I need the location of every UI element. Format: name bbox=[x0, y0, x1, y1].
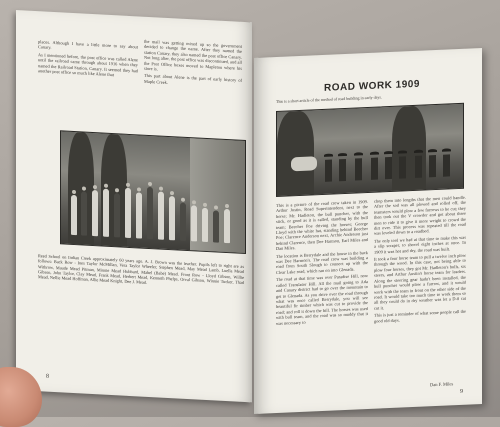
crew-member bbox=[429, 155, 436, 177]
tree bbox=[277, 110, 314, 196]
paragraph: the mail was getting mixed up so the government decided to change the name. After they named the station Canary, they also named the post office Canary. Not long after, the post office was discontinued, and all the Post Office boxes moved to Mapleton where his store is. bbox=[144, 38, 242, 72]
paragraph: This part about Alene is the part of early history of Maple Creek. bbox=[144, 73, 242, 85]
crew-member bbox=[443, 155, 450, 177]
crew-member bbox=[325, 160, 332, 182]
open-booklet bbox=[6, 10, 494, 406]
left-page-column-right bbox=[144, 39, 242, 91]
pupil bbox=[191, 205, 197, 241]
pupil bbox=[92, 190, 98, 236]
paragraph: This is a picture of the road crew taken in 1909. Arthur Justin, Road Superintendent, next to the horse; Mr. Hadleton, the bull puncher, with the stick, or good as it is called, standing by the bull team; Beecher Poe driving the horses; George Lloyd with the white hat, standing behind Beecher Poe; Clarence Anderson next, Archie Anderson just behind Clarence, then Dee Harmon, Earl Miles and Dan Miles. bbox=[276, 198, 368, 252]
pupil bbox=[71, 195, 77, 235]
pupil bbox=[202, 208, 208, 242]
pupil bbox=[224, 209, 230, 243]
article-subtitle: This is a short article of the method of road building in early days. bbox=[276, 94, 382, 104]
pupil bbox=[125, 188, 131, 238]
pupil bbox=[103, 189, 109, 237]
crew-member bbox=[355, 158, 362, 180]
pupil bbox=[158, 191, 164, 239]
crew-member bbox=[339, 159, 346, 181]
paragraph: The only tool we had at that time to make this was a slip scraper, to shovel eight inches at once. In 1909 it was hot and dry, the road was built. bbox=[374, 234, 466, 255]
pupil bbox=[147, 187, 153, 239]
author-signature: Dan F. Miles bbox=[430, 381, 454, 388]
left-page-column-left bbox=[38, 39, 138, 81]
pupil bbox=[81, 191, 87, 235]
left-page bbox=[16, 10, 252, 402]
school-class-photo bbox=[60, 130, 246, 254]
crew-member bbox=[385, 157, 392, 179]
pupil bbox=[169, 196, 175, 240]
crew-member bbox=[399, 157, 406, 179]
right-page bbox=[254, 48, 482, 414]
tree bbox=[392, 105, 425, 190]
article-title: ROAD WORK 1909 bbox=[324, 78, 420, 94]
crew-member bbox=[371, 158, 378, 180]
pupil bbox=[180, 203, 186, 241]
crew-member bbox=[415, 156, 422, 178]
paragraph: places. Although I have a little more to say about Canary. bbox=[38, 39, 138, 51]
paragraph: As I mentioned before, the post office was called Alene until the railroad came through about 1916 when they named the Railroad Station, Canary. It seemed they had another post office so much like Alene that bbox=[38, 51, 138, 78]
paragraph: This is just a reminder of what some people call the good old days. bbox=[374, 308, 466, 324]
right-page-column-left bbox=[276, 199, 368, 328]
paragraph: The road at that time was over Paradise Hill, now called Translator Hill. All the mail going to Ada and Canary district had to go over the mountain to get to Glenada. As you drive over the road through what was once called Berrydale, you will see beautiful fir timber which was cut to provide the road; and roll it down the hill. The horses was used with bull team, and the road was so muddy that it was necessary to bbox=[276, 273, 368, 326]
paragraph: chop them into lengths that the men could handle. After the sod was all plowed and rolled off, the teamsters would plow a few furrows to be cut; they then took out the V crowder and got about three men to ride it to give it more weight to crowd the dirt over. This process was repeated till the road was leveled down to a roadbed. bbox=[374, 194, 466, 237]
photo-caption: Reed School on Indian Creek approximately 60 years ago. A. J. Brown was the teacher. Pupils left to right are as follows: Back Row - Ines Taylor McMillan, Vera Taylor Wheeler, Stephen Mead, May Mead Lamb, Luella Mead Withrow, Maude Mead Pitman, Minnie Mead Hubbard, Mabel (Babe) Mead. Front Row - Lloyd Gibson, Willie Gibson, John Taylor, Clay Mead, Frank Mead, Herbert Mead, Kenneth Phelps, Orval Gibson, Winnie Tucker, Thad Mead, Nellie Mead Hoffman, Allie Mead Knight, Dee J. Mead. bbox=[38, 253, 244, 286]
pupil bbox=[114, 193, 120, 237]
pupil bbox=[136, 192, 142, 238]
paragraph: The location is Berrydale and the house in the back was Dee Harmon's. The road crew was building a road from South Slough to connect up with the Clear Lake road, which ran on into Glenada. bbox=[276, 249, 368, 275]
road-crew-photo bbox=[276, 103, 464, 197]
right-page-column-right bbox=[374, 195, 466, 326]
horse bbox=[291, 156, 317, 171]
page-number: 8 bbox=[46, 373, 49, 380]
pupil bbox=[213, 210, 219, 242]
page-number: 9 bbox=[460, 388, 463, 395]
paragraph: It took a four horse team to pull a twelve inch plow through the wood. In this case, not being able to plow four horses, they got Mr. Hadleton's bulls, six steers, and Arthur Austin's horse team for leaders. Along the steering gear hadn't been installed, the bull puncher would plow a furrow, and it would work with the team in front on the other side of the road. It would take too much time to work them so all they could do in dry weather was let a D-8 cat cut it. bbox=[374, 252, 466, 311]
